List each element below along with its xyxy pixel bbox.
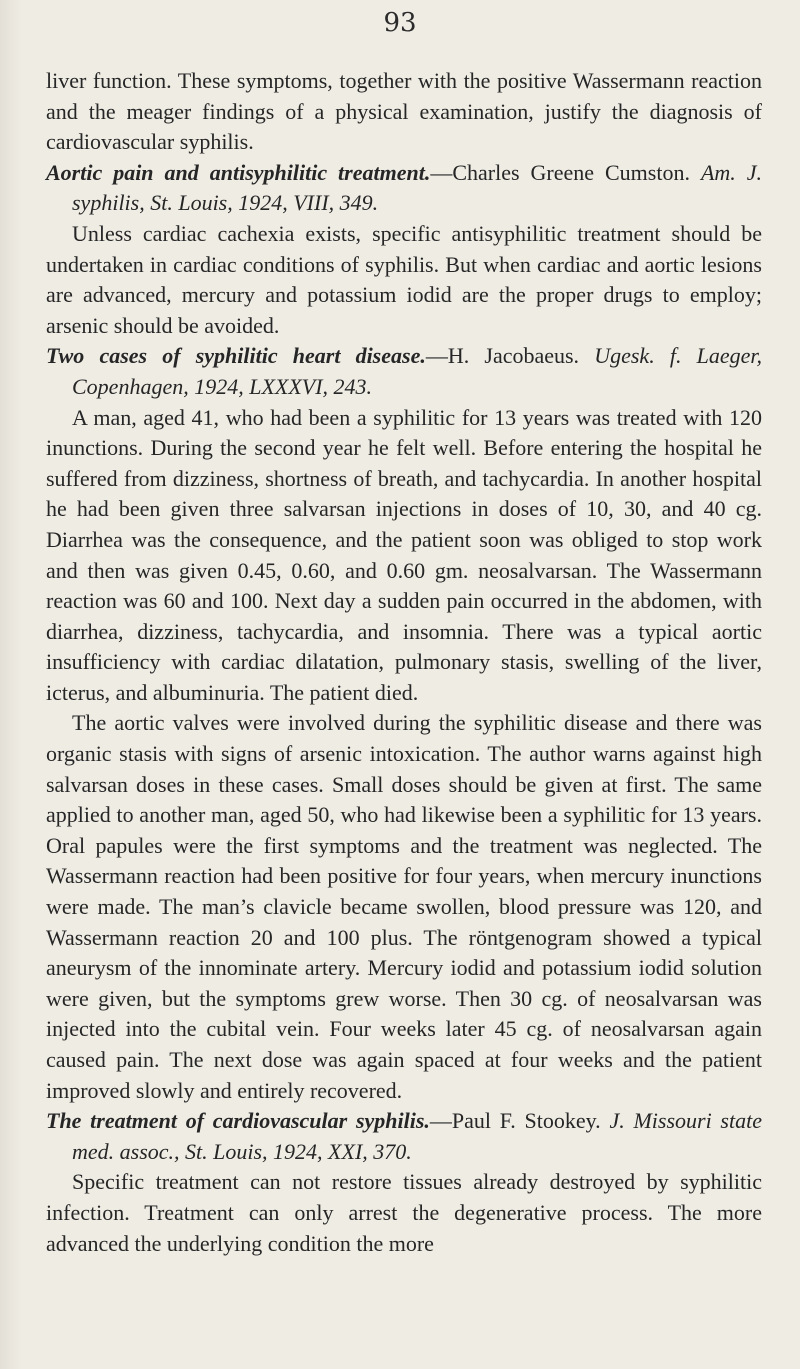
page-number: 93: [383, 8, 417, 38]
abstract-paragraph: A man, aged 41, who had been a syphilitic for 13 years was treated with 120 inunctions. During the second year he felt well. Before entering the hospital he suffered from dizziness, shortness of breath, and tachycardia. In another hospital he had been given three salvarsan injections in doses of 10, 30, and 40 cg. Diarrhea was the consequence, and the patient soon was obliged to stop work and then was given 0.45, 0.60, and 0.60 gm. neosalvarsan. The Wassermann reaction was 60 and 100. Next day a sudden pain occurred in the abdomen, with diarrhea, dizziness, tachycardia, and insomnia. There was a typical aortic insufficiency with cardiac dilatation, pulmonary stasis, swelling of the liver, icterus, and albuminuria. The patient died.: [46, 404, 762, 705]
article-source: J. Missouri state med. assoc., St. Louis, 1924, XXI, 370.: [72, 1108, 762, 1164]
page-text: [46, 66, 762, 1259]
article-title: The treatment of cardiovascular syphilis.: [46, 1108, 430, 1134]
article-author: —Paul F. Stookey.: [429, 1108, 601, 1134]
citation-heading: [46, 341, 762, 402]
abstract-paragraph: Unless cardiac cachexia exists, specific antisyphilitic treatment should be undertaken in cardiac conditions of syphilis. But when cardiac and aortic lesions are advanced, mercury and potassium iodid are the proper drugs to employ; arsenic should be avoided.: [46, 220, 762, 338]
abstract-paragraph: The aortic valves were involved during the syphilitic disease and there was organic stasis with signs of arsenic intoxication. The author warns against high salvarsan doses in these cases. Small doses should be given at first. The same applied to another man, aged 50, who had likewise been a syphilitic for 13 years. Oral papules were the first symptoms and the treatment was neglected. The Wassermann reaction had been positive for four years, when mercury inunctions were made. The man’s clavicle became swollen, blood pressure was 120, and Wassermann reaction 20 and 100 plus. The röntgenogram showed a typical aneurysm of the innominate artery. Mercury iodid and potassium iodid solution were given, but the symptoms grew worse. Then 30 cg. of neosalvarsan was injected into the cubital vein. Four weeks later 45 cg. of neosalvarsan again caused pain. The next dose was again spaced at four weeks and the patient improved slowly and entirely recovered.: [46, 710, 762, 1103]
article-title: Two cases of syphilitic heart disease.: [46, 343, 426, 369]
citation-heading: [46, 1106, 762, 1167]
abstract-paragraph: Specific treatment can not restore tissues already destroyed by syphilitic infection. Treatment can only arrest the degenerative process. The more advanced the underlying condition the more: [46, 1169, 762, 1256]
article-author: —H. Jacobaeus.: [425, 343, 580, 369]
citation-heading: [46, 158, 762, 219]
article-author: —Charles Greene Cumston.: [430, 159, 690, 185]
article-source: Ugesk. f. Laeger, Copenhagen, 1924, LXXXVI, 243.: [72, 343, 762, 399]
article-source: Am. J. syphilis, St. Louis, 1924, VIII, 349.: [72, 159, 763, 216]
article-title: Aortic pain and antisyphilitic treatment.: [46, 159, 431, 185]
opening-paragraph: liver function. These symptoms, together with the positive Wassermann reaction and the meager findings of a physical examination, justify the diagnosis of cardiovascular syphilis.: [46, 68, 762, 155]
